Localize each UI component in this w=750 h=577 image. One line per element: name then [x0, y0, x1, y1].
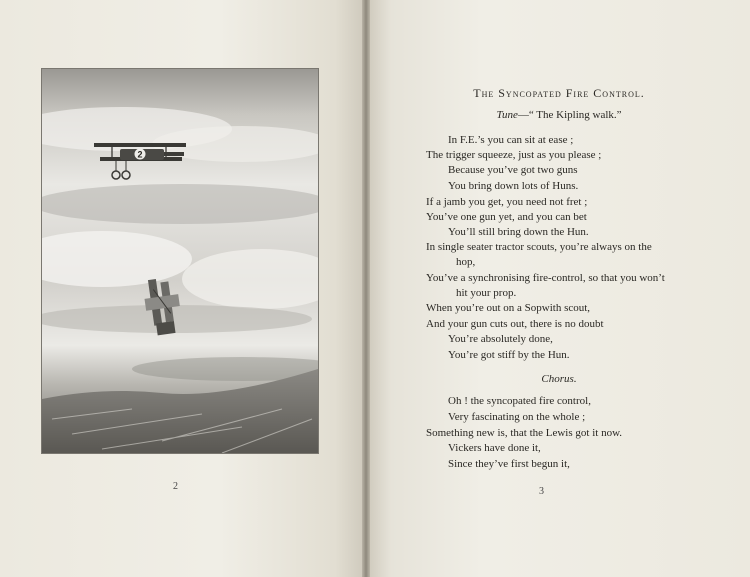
verse-line: And your gun cuts out, there is no doubt [426, 318, 604, 330]
verse-line: hit your prop. [456, 287, 517, 299]
verse-line: In F.E.’s you can sit at ease ; [448, 134, 574, 146]
chorus-line: Very fascinating on the whole ; [448, 411, 586, 423]
cloud-shadow [42, 184, 318, 224]
chorus-line: Oh ! the syncopated fire control, [448, 395, 591, 407]
chorus-line: Since they’ve first begun it, [448, 458, 570, 470]
cloud-shadow [42, 305, 312, 333]
verse-line: In single seater tractor scouts, you’re always on the [426, 241, 652, 253]
illustration-svg [42, 69, 318, 453]
left-page-number: 2 [173, 481, 178, 492]
verse-line: You’re got stiff by the Hun. [448, 349, 570, 361]
aircraft-marking: 2 [137, 149, 143, 160]
verse-line: You’re absolutely done, [448, 333, 553, 345]
verse-line: You bring down lots of Huns. [448, 180, 579, 192]
tune-label: Tune [496, 109, 518, 121]
verse-line: You’ve one gun yet, and you can bet [426, 211, 587, 223]
poem-title: The Syncopated Fire Control. [473, 86, 645, 100]
tune-line [368, 109, 750, 121]
verse-line: When you’re out on a Sopwith scout, [426, 302, 591, 314]
aerial-combat-illustration [41, 68, 319, 454]
chorus-heading: Chorus. [541, 373, 577, 385]
right-page-number: 3 [539, 486, 544, 497]
chorus-line: Vickers have done it, [448, 442, 541, 454]
tune-name: —“ The Kipling walk.” [517, 109, 622, 121]
verse-line: You’ve a synchronising fire-control, so that you won’t [426, 272, 665, 284]
verse-line: Because you’ve got two guns [448, 164, 578, 176]
chorus-line: Something new is, that the Lewis got it now. [426, 427, 623, 439]
verse-line: hop, [456, 256, 476, 268]
verse-line: You’ll still bring down the Hun. [448, 226, 589, 238]
verse-line: The trigger squeeze, just as you please ; [426, 149, 602, 161]
verse-line: If a jamb you get, you need not fret ; [426, 196, 588, 208]
